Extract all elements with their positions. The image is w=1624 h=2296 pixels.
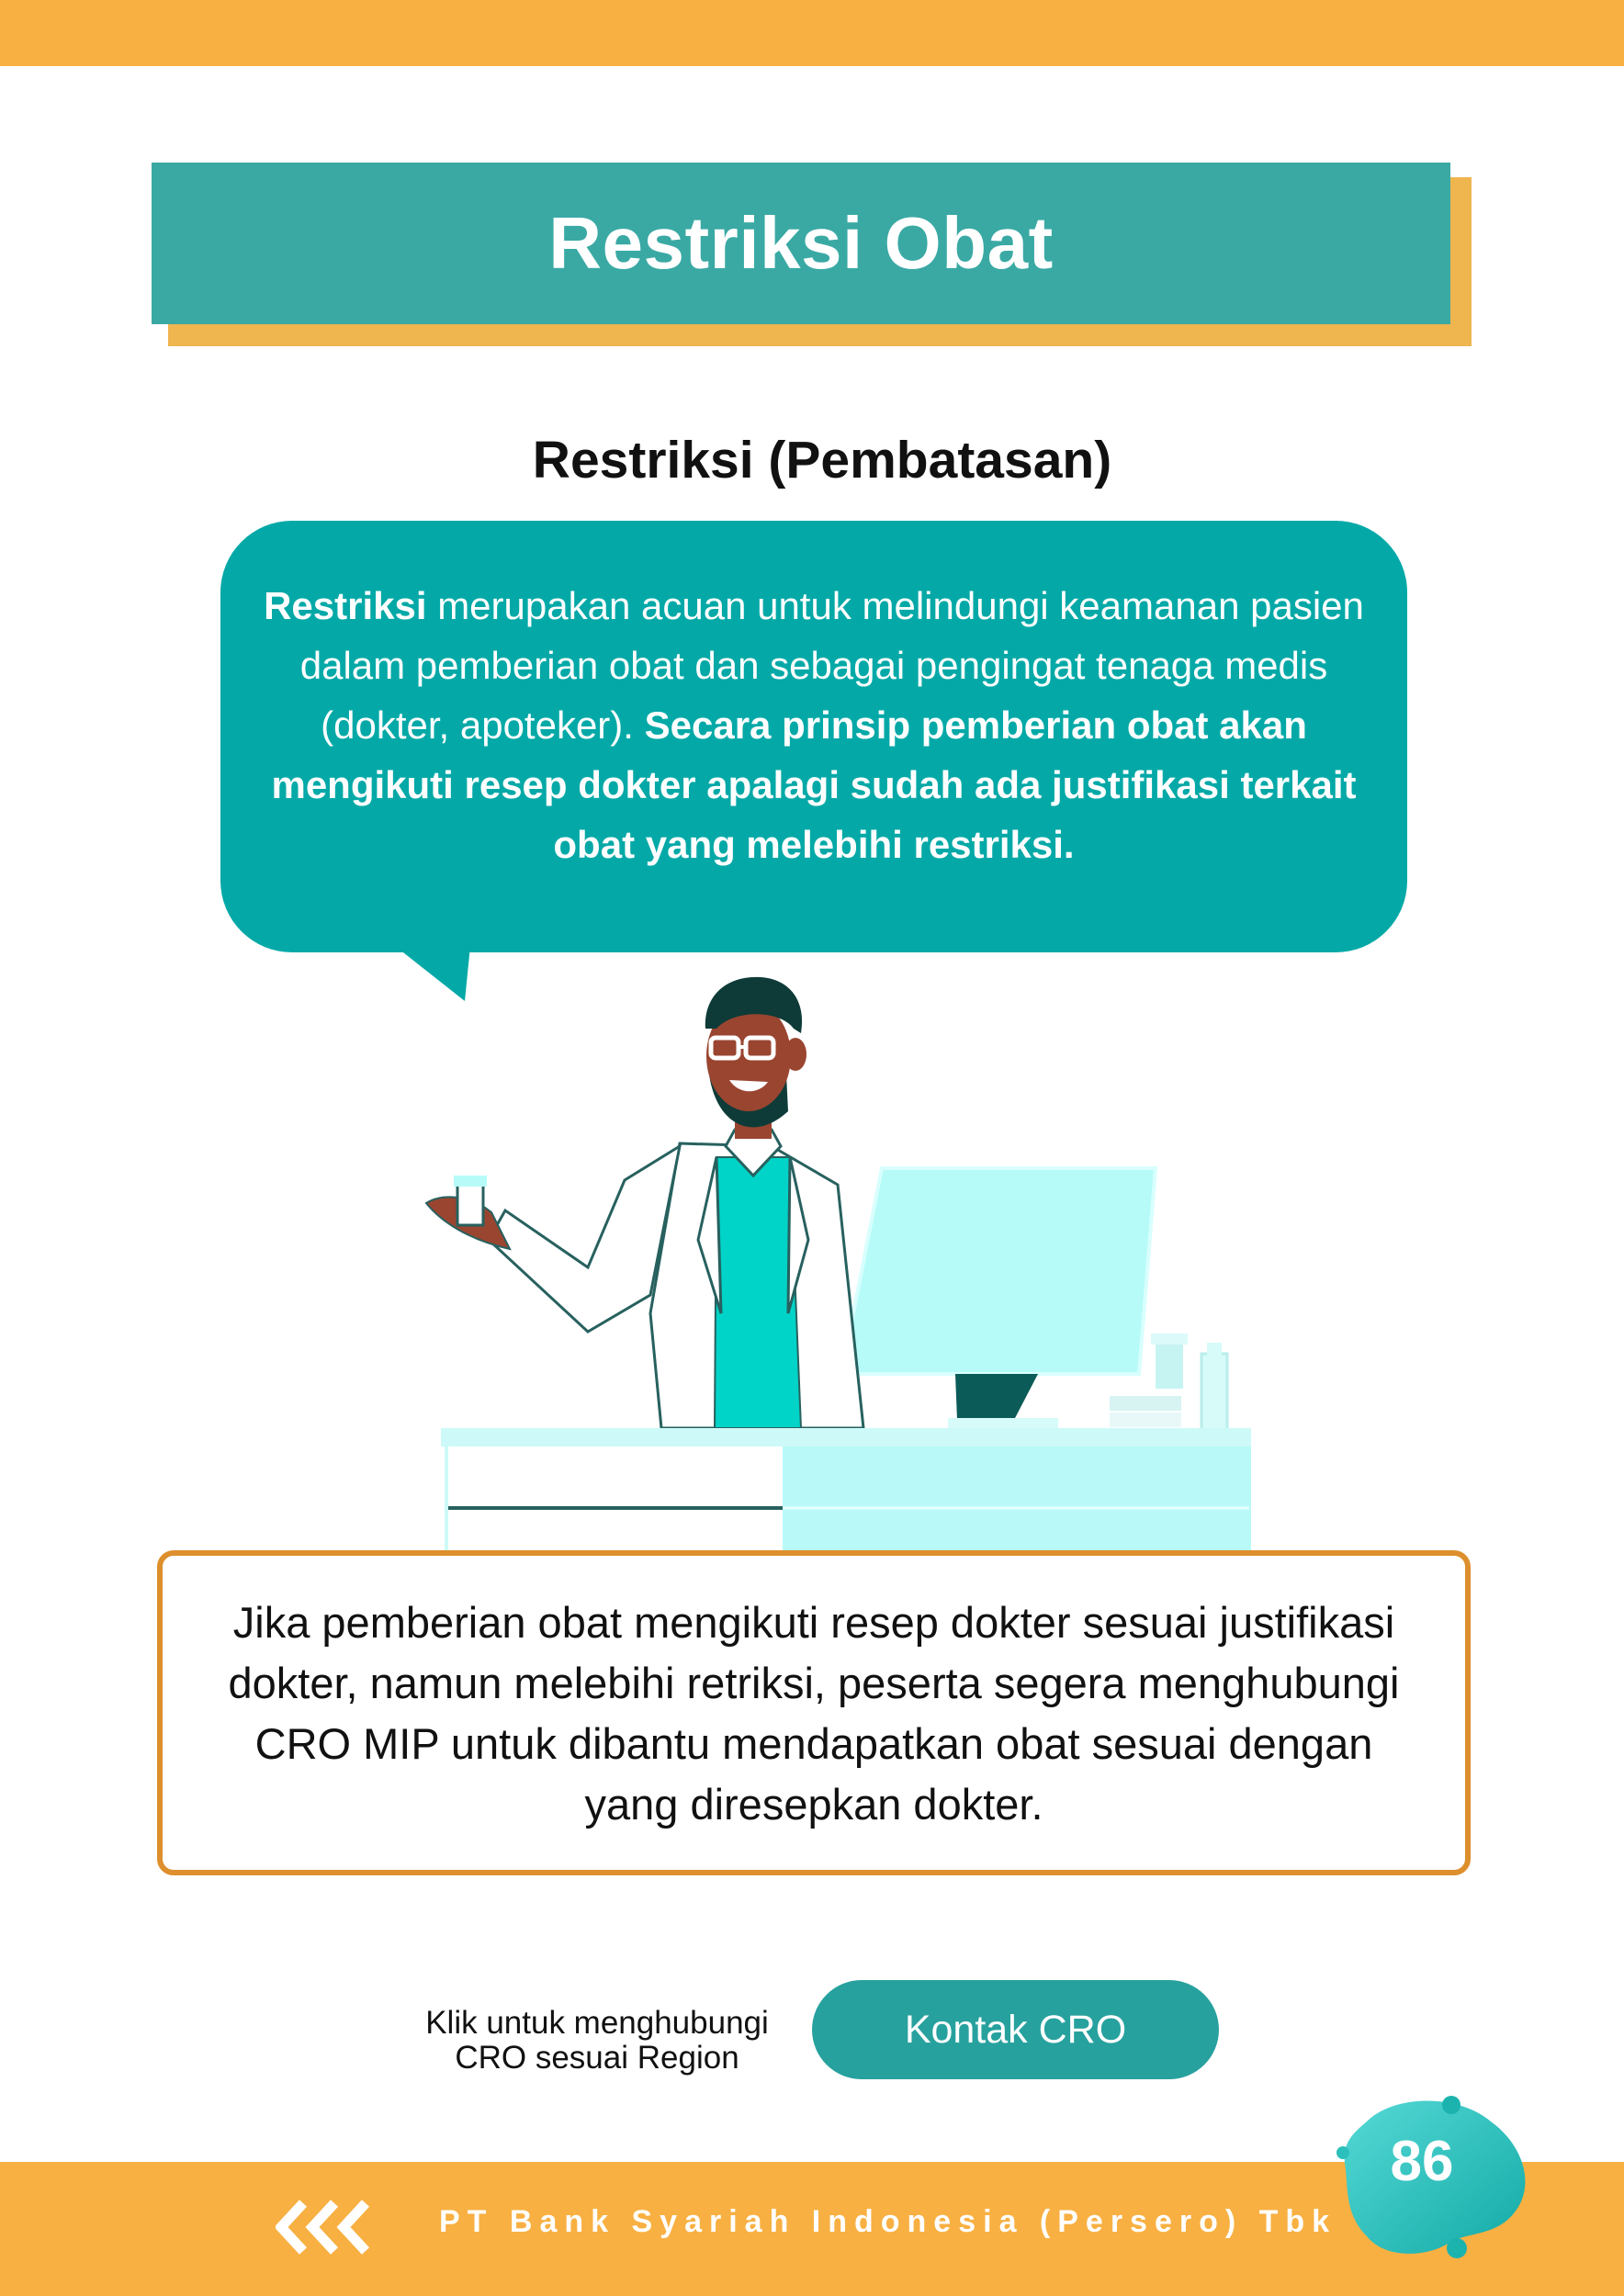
speech-bubble (220, 521, 1407, 952)
info-note-text: Jika pemberian obat mengikuti resep dokter sesuai justifikasi dokter, namun melebihi retriksi, peserta segera menghubungi CRO MIP untuk dibantu mendapatkan obat sesuai dengan yang diresepkan dokter. (228, 1598, 1400, 1829)
info-note-box (157, 1550, 1471, 1875)
cta-label-line2: CRO sesuai Region (455, 2040, 739, 2076)
cta-label-line1: Klik untuk menghubungi (425, 2005, 769, 2041)
triple-chevron-left-icon[interactable] (276, 2198, 386, 2257)
bubble-keyword: Restriksi (264, 584, 427, 627)
company-name: PT Bank Syariah Indonesia (Persero) Tbk (439, 2204, 1337, 2239)
pharmacist-illustration (404, 964, 1268, 1552)
cta-label (395, 2006, 799, 2076)
page-title: Restriksi Obat (548, 202, 1054, 284)
bubble-text: merupakan acuan untuk melindungi keamanan pasien dalam pemberian obat dan sebagai pengingat tenaga medis (dokter, apoteker). (299, 584, 1364, 747)
kontak-cro-button[interactable]: Kontak CRO (812, 1980, 1219, 2079)
section-subtitle: Restriksi (Pembatasan) (532, 431, 1112, 490)
bubble-emphasis: Secara prinsip pemberian obat akan mengikuti resep dokter apalagi sudah ada justifikasi terkait obat yang melebihi restriksi. (271, 703, 1357, 866)
page-number: 86 (1390, 2130, 1454, 2193)
